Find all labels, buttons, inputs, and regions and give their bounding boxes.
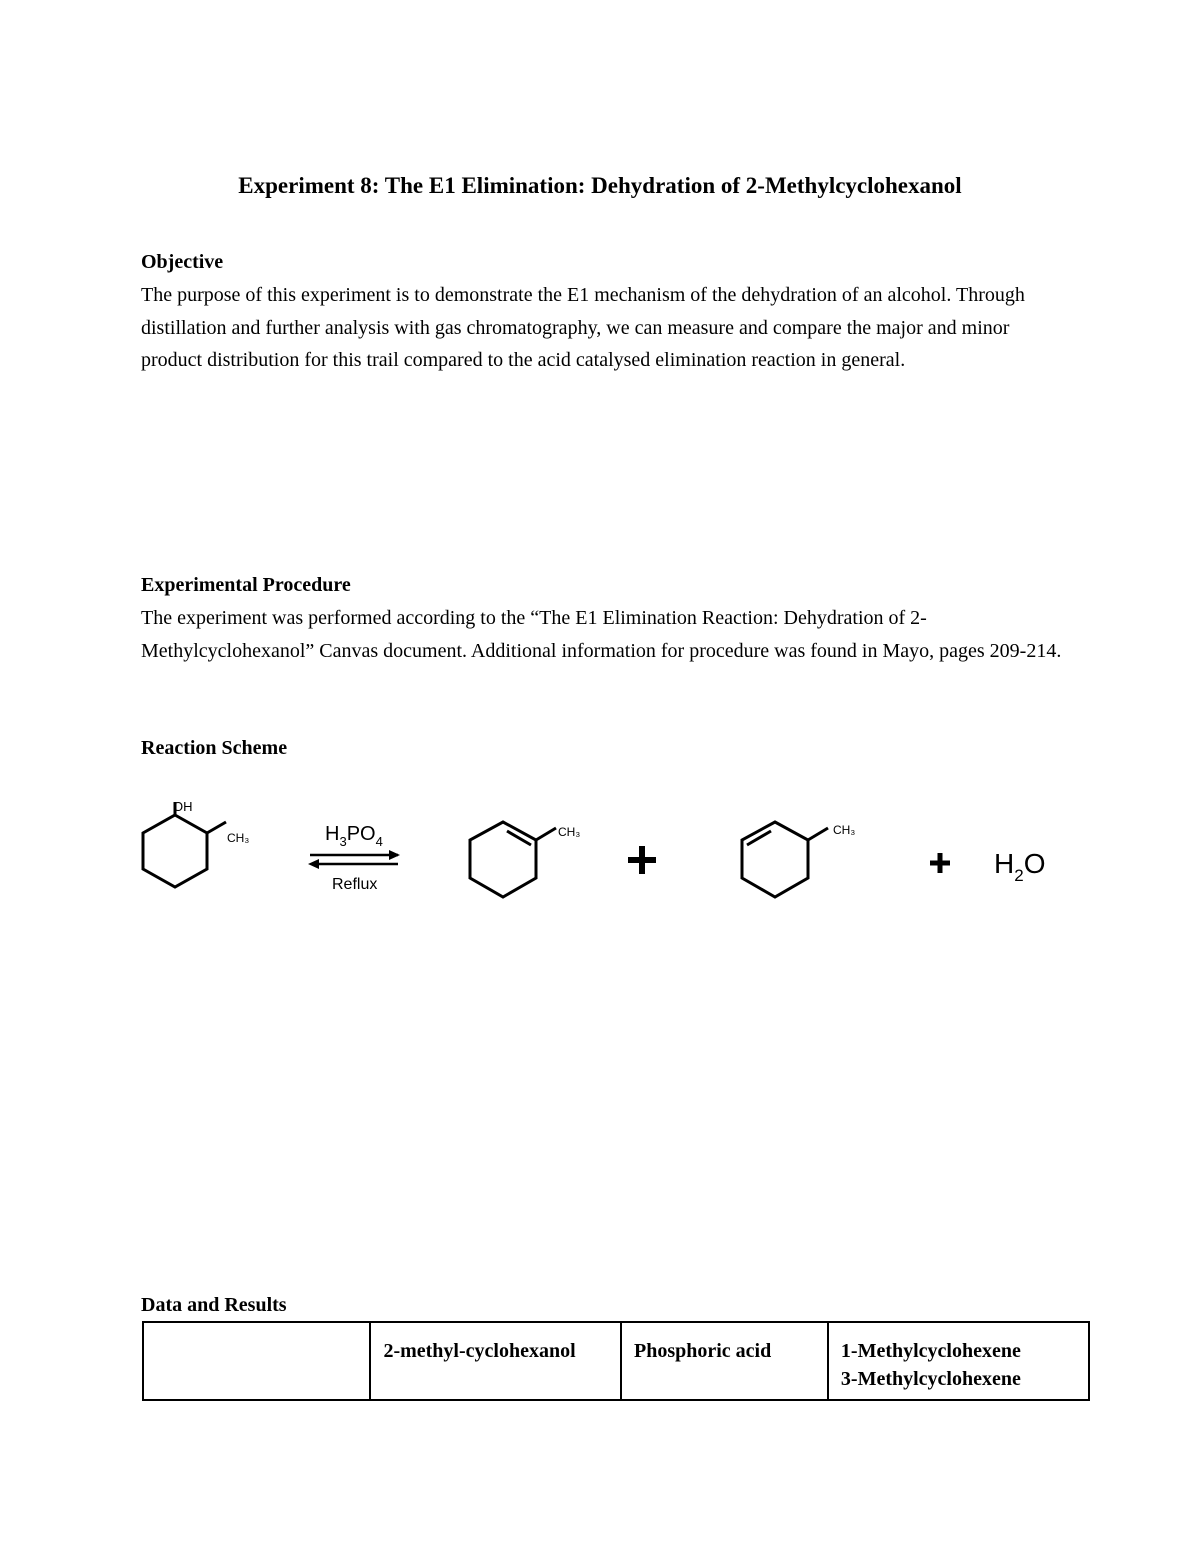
results-table	[142, 1321, 1090, 1401]
product-1-name: 1-Methylcyclohexene	[840, 1340, 1021, 1362]
objective-heading: Objective	[141, 251, 224, 273]
reactant-oh-label: OH	[173, 799, 193, 814]
data-results-section	[141, 1289, 1071, 1322]
reaction-scheme-section	[141, 732, 1071, 765]
product1-double-bond	[507, 831, 531, 845]
product2-double-bond	[747, 831, 771, 845]
table-cell-products	[828, 1322, 1089, 1400]
page-title: Experiment 8: The E1 Elimination: Dehydration of 2-Methylcyclohexanol	[238, 173, 962, 198]
reflux-label: Reflux	[332, 876, 378, 893]
plus-icon-2	[930, 853, 950, 873]
water-label: $H_2O$	[994, 848, 1046, 885]
table-cell-reactant: 2-methyl-cyclohexanol	[370, 1322, 621, 1400]
reactant-ring	[143, 815, 207, 887]
catalyst-label: $H_3PO_4$	[325, 823, 383, 849]
table-cell-empty	[143, 1322, 370, 1400]
product1-ring	[470, 822, 536, 897]
equilibrium-arrows	[308, 850, 400, 869]
procedure-heading: Experimental Procedure	[141, 574, 351, 596]
reaction-scheme-diagram	[130, 790, 1070, 920]
table-row	[143, 1322, 1089, 1400]
product2-structure	[742, 822, 828, 897]
product1-ch3-label: CH₃	[558, 825, 581, 839]
reactant-ch3-label: CH₃	[227, 831, 250, 845]
reactant-structure	[143, 802, 226, 887]
reaction-scheme-heading: Reaction Scheme	[141, 737, 288, 759]
objective-text: The purpose of this experiment is to demonstrate the E1 mechanism of the dehydration of an alcohol. Through distillation and further analysis with gas chromatography, we can measure and compare the major and minor product distribution for this trail compared to the acid catalysed elimination reaction in general.	[141, 284, 1025, 371]
data-results-heading: Data and Results	[141, 1294, 287, 1316]
product1-structure	[470, 822, 556, 897]
methyl-bond	[207, 822, 226, 833]
table-cell-catalyst: Phosphoric acid	[621, 1322, 828, 1400]
procedure-section	[141, 569, 1071, 667]
product-2-name: 3-Methylcyclohexene	[840, 1368, 1021, 1390]
product1-methyl-bond	[536, 828, 556, 840]
product2-methyl-bond	[808, 828, 828, 840]
plus-icon-1	[628, 846, 656, 874]
product2-ch3-label: CH₃	[833, 823, 856, 837]
procedure-text: The experiment was performed according to the “The E1 Elimination Reaction: Dehydration of 2-Methylcyclohexanol” Canvas document. Additional information for procedure was found in Mayo, pages 209-214.	[141, 607, 1062, 662]
objective-section	[141, 246, 1071, 377]
product2-ring	[742, 822, 808, 897]
